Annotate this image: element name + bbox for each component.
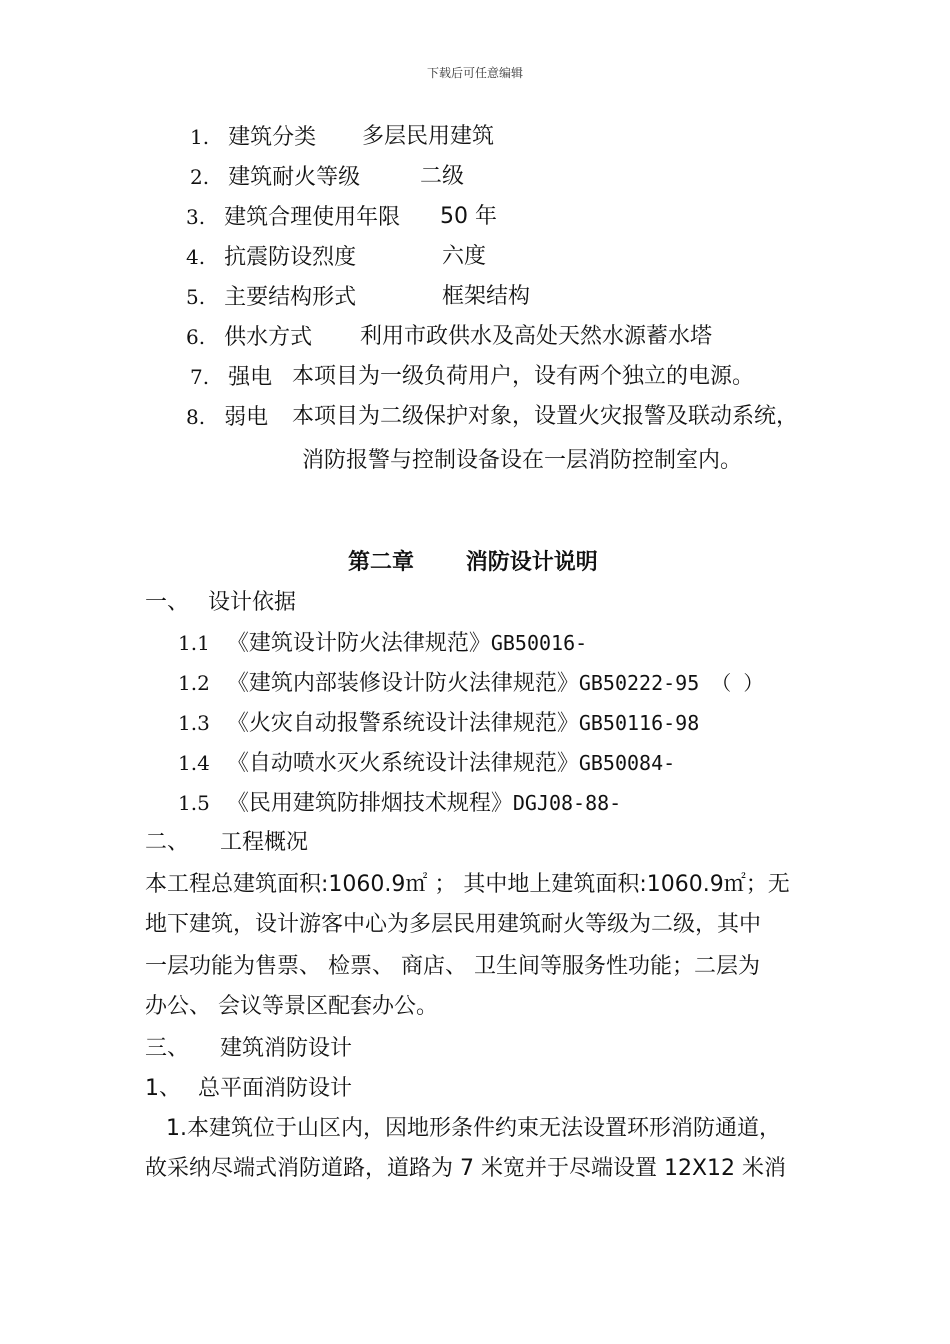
reference-code: GB50116-98 xyxy=(578,711,700,735)
chapter-title: 消防设计说明 xyxy=(465,550,598,575)
reference-name: 《自动喷水灭火系统设计法律规范》 xyxy=(226,751,579,776)
section-heading xyxy=(145,1034,352,1064)
list-label: 建筑耐火等级 xyxy=(228,165,361,190)
list-value: 框架结构 xyxy=(442,284,531,309)
reference-name: 《建筑内部装修设计防火法律规范》 xyxy=(226,671,579,696)
list-label: 弱电 xyxy=(224,405,269,430)
reference-number: 1.5 xyxy=(178,791,210,815)
reference-code: DGJ08-88- xyxy=(512,791,622,815)
section-title: 设计依据 xyxy=(208,590,297,615)
list-number: 4. xyxy=(186,245,206,269)
list-label: 强电 xyxy=(228,365,273,390)
list-label: 供水方式 xyxy=(224,325,313,350)
paragraph-line: 故采纳尽端式消防道路，道路为 7 米宽并于尽端设置 12X12 米消 xyxy=(145,1156,787,1181)
list-number: 7. xyxy=(190,365,210,389)
section-title: 建筑消防设计 xyxy=(220,1036,353,1061)
chapter-heading xyxy=(348,548,598,578)
list-value: 二级 xyxy=(420,164,465,189)
reference-name: 《建筑设计防火法律规范》 xyxy=(226,631,491,656)
list-item xyxy=(190,162,465,193)
section-heading xyxy=(145,828,308,858)
section-number: 二、 xyxy=(145,830,190,855)
section-heading xyxy=(145,588,296,618)
list-number: 5. xyxy=(186,285,206,309)
list-value: 本项目为一级负荷用户，设有两个独立的电源。 xyxy=(292,364,755,389)
subsection-heading xyxy=(145,1074,352,1104)
list-value: 50 年 xyxy=(440,204,497,229)
reference-number: 1.2 xyxy=(178,671,210,695)
reference-code: GB50016- xyxy=(490,631,588,655)
reference-number: 1.3 xyxy=(178,711,210,735)
list-label: 抗震防设烈度 xyxy=(224,245,357,270)
list-item xyxy=(186,402,799,433)
section-number: 三、 xyxy=(145,1036,190,1061)
list-number: 8. xyxy=(186,405,206,429)
section-title: 工程概况 xyxy=(220,830,309,855)
reference-number: 1.4 xyxy=(178,751,210,775)
list-item xyxy=(186,282,531,313)
reference-item xyxy=(178,708,699,739)
reference-item xyxy=(178,668,763,699)
reference-item xyxy=(178,628,587,659)
list-label: 主要结构形式 xyxy=(224,285,357,310)
paragraph-line: 1.本建筑位于山区内，因地形条件约束无法设置环形消防通道， xyxy=(166,1116,781,1141)
reference-name: 《火灾自动报警系统设计法律规范》 xyxy=(226,711,579,736)
list-number: 3. xyxy=(186,205,206,229)
list-value: 利用市政供水及高处天然水源蓄水塔 xyxy=(360,324,713,349)
overview-line: 地下建筑，设计游客中心为多层民用建筑耐火等级为二级，其中 xyxy=(145,912,762,937)
reference-item xyxy=(178,788,621,819)
overview-line: 一层功能为售票、 检票、 商店、 卫生间等服务性功能；二层为 xyxy=(145,954,760,979)
reference-name: 《民用建筑防排烟技术规程》 xyxy=(226,791,513,816)
list-label: 建筑合理使用年限 xyxy=(224,205,401,230)
subsection-number: 1、 xyxy=(145,1076,181,1101)
overview-line: 办公、 会议等景区配套办公。 xyxy=(145,994,438,1019)
list-number: 6. xyxy=(186,325,206,349)
reference-number: 1.1 xyxy=(178,631,210,655)
list-item xyxy=(190,122,495,153)
list-value: 多层民用建筑 xyxy=(362,124,495,149)
page-header: 下载后可任意编辑 xyxy=(426,66,523,80)
list-number: 1. xyxy=(190,125,210,149)
list-value: 本项目为二级保护对象，设置火灾报警及联动系统， xyxy=(292,404,799,429)
list-value: 六度 xyxy=(442,244,487,269)
list-item xyxy=(186,242,487,273)
list-continuation: 消防报警与控制设备设在一层消防控制室内。 xyxy=(302,448,743,473)
reference-code: GB50222-95 （ ） xyxy=(578,671,764,695)
list-item xyxy=(190,362,755,393)
chapter-number: 第二章 xyxy=(348,550,415,575)
overview-line: 本工程总建筑面积:1060.9㎡ ； 其中地上建筑面积:1060.9㎡；无 xyxy=(145,872,790,897)
subsection-title: 总平面消防设计 xyxy=(198,1076,353,1101)
list-number: 2. xyxy=(190,165,210,189)
list-item xyxy=(186,202,497,233)
list-item xyxy=(186,322,713,353)
list-label: 建筑分类 xyxy=(228,125,317,150)
reference-code: GB50084- xyxy=(578,751,676,775)
section-number: 一、 xyxy=(145,590,190,615)
reference-item xyxy=(178,748,675,779)
